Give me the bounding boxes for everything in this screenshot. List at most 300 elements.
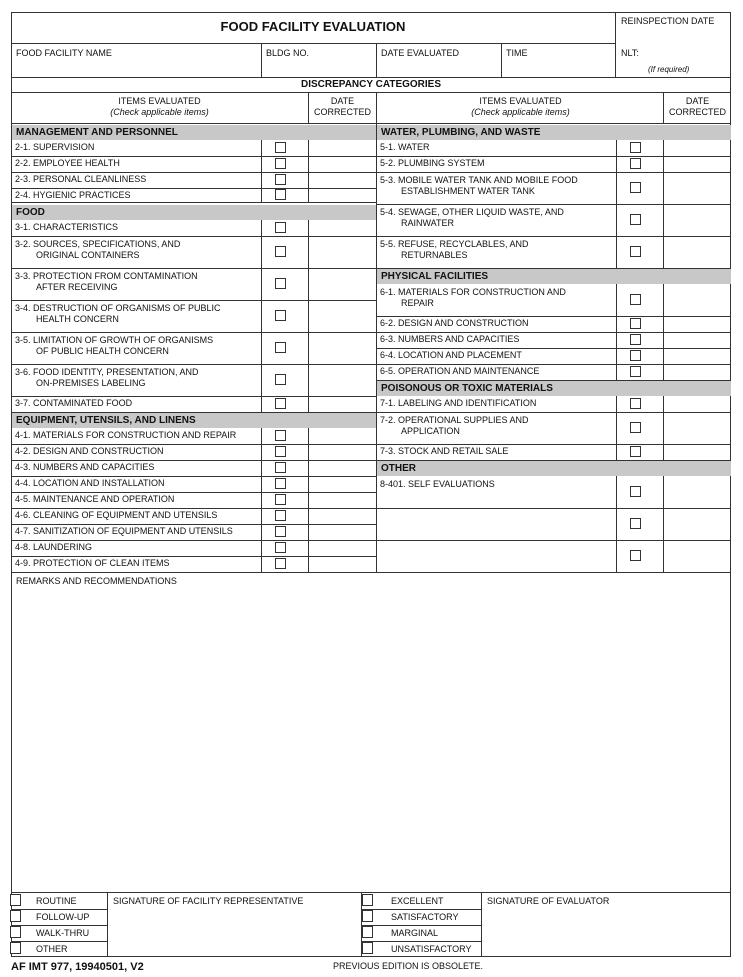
- divider: [261, 268, 262, 300]
- rating-checkbox[interactable]: [362, 942, 373, 954]
- divider: [308, 364, 309, 396]
- item-label-cont: ESTABLISHMENT WATER TANK: [401, 186, 535, 196]
- checklist-item: [11, 271, 261, 293]
- item-checkbox[interactable]: [630, 334, 641, 345]
- bldg-no-label: BLDG NO.: [266, 48, 310, 58]
- item-checkbox[interactable]: [275, 510, 286, 521]
- item-checkbox[interactable]: [275, 462, 286, 473]
- item-label: 6-3. NUMBERS AND CAPACITIES: [380, 334, 520, 344]
- item-label: 7-2. OPERATIONAL SUPPLIES AND: [380, 415, 529, 425]
- rating-label: EXCELLENT: [391, 896, 444, 906]
- divider: [261, 556, 262, 572]
- item-label: 4-8. LAUNDERING: [15, 542, 93, 552]
- divider: [308, 172, 309, 188]
- item-checkbox[interactable]: [275, 174, 286, 185]
- divider: [308, 476, 309, 492]
- divider: [308, 508, 309, 524]
- item-checkbox[interactable]: [630, 246, 641, 257]
- checklist-item: [11, 446, 261, 457]
- divider: [261, 156, 262, 172]
- divider: [616, 476, 617, 508]
- category-other: OTHER: [377, 461, 731, 476]
- right-items-header: [377, 96, 664, 118]
- item-checkbox[interactable]: [630, 158, 641, 169]
- checklist-item: [376, 287, 616, 309]
- divider: [361, 892, 362, 957]
- discrepancy-categories-title: DISCREPANCY CATEGORIES: [300, 79, 442, 90]
- checklist-item: [376, 142, 616, 153]
- date-corrected-field[interactable]: [665, 205, 729, 235]
- divider: [308, 444, 309, 460]
- item-label: 8-401. SELF EVALUATIONS: [380, 479, 495, 489]
- divider: [261, 444, 262, 460]
- date-corrected-field[interactable]: [665, 541, 729, 571]
- item-checkbox[interactable]: [275, 342, 286, 353]
- date-corrected-field[interactable]: [665, 141, 729, 155]
- item-checkbox[interactable]: [630, 214, 641, 225]
- item-label-cont: HEALTH CONCERN: [36, 314, 119, 324]
- divider: [616, 444, 617, 460]
- divider: [616, 348, 617, 364]
- date-corrected-field[interactable]: [665, 317, 729, 331]
- divider: [308, 140, 309, 156]
- item-checkbox[interactable]: [275, 222, 286, 233]
- divider: [663, 156, 664, 172]
- divider: [663, 412, 664, 444]
- item-checkbox[interactable]: [630, 182, 641, 193]
- item-label-cont: ORIGINAL CONTAINERS: [36, 250, 140, 260]
- item-checkbox[interactable]: [630, 550, 641, 561]
- divider: [261, 43, 262, 77]
- item-label: 2-3. PERSONAL CLEANLINESS: [15, 174, 147, 184]
- item-label: 3-7. CONTAMINATED FOOD: [15, 398, 133, 408]
- category-physical: PHYSICAL FACILITIES: [377, 269, 731, 284]
- date-corrected-field[interactable]: [310, 557, 374, 571]
- item-checkbox[interactable]: [630, 294, 641, 305]
- item-checkbox[interactable]: [275, 558, 286, 569]
- checklist-item: [376, 334, 616, 345]
- checklist-item: [376, 446, 616, 457]
- item-label-cont: ON-PREMISES LABELING: [36, 378, 146, 388]
- divider: [376, 43, 377, 77]
- divider: [261, 476, 262, 492]
- visit-type-checkbox[interactable]: [10, 926, 21, 938]
- divider: [261, 220, 262, 236]
- item-checkbox[interactable]: [275, 478, 286, 489]
- item-checkbox[interactable]: [275, 158, 286, 169]
- date-corrected-field[interactable]: [665, 445, 729, 459]
- date-corrected-field[interactable]: [310, 237, 374, 267]
- date-evaluated-field[interactable]: [381, 58, 496, 74]
- date-corrected-field[interactable]: [665, 173, 729, 203]
- item-checkbox[interactable]: [275, 278, 286, 289]
- left-items-header: [11, 96, 308, 118]
- divider: [361, 909, 481, 910]
- divider: [308, 396, 309, 412]
- divider: [616, 156, 617, 172]
- divider: [261, 428, 262, 444]
- checklist-item: [11, 158, 261, 169]
- divider: [308, 188, 309, 202]
- category-food: FOOD: [12, 205, 376, 220]
- visit-type-checkbox[interactable]: [10, 942, 21, 954]
- divider: [308, 332, 309, 364]
- divider: [11, 77, 731, 78]
- item-label: 3-2. SOURCES, SPECIFICATIONS, AND: [15, 239, 181, 249]
- divider: [308, 540, 309, 556]
- rating-label: UNSATISFACTORY: [391, 944, 472, 954]
- obsolete-note: PREVIOUS EDITION IS OBSOLETE.: [333, 961, 484, 971]
- item-label: 3-5. LIMITATION OF GROWTH OF ORGANISMS: [15, 335, 214, 345]
- date-corrected-field[interactable]: [665, 333, 729, 347]
- item-checkbox[interactable]: [275, 246, 286, 257]
- divider: [261, 508, 262, 524]
- divider: [663, 348, 664, 364]
- divider: [663, 236, 664, 268]
- checklist-item: [376, 398, 616, 409]
- divider: [308, 460, 309, 476]
- divider: [616, 396, 617, 412]
- item-checkbox[interactable]: [630, 398, 641, 409]
- item-checkbox[interactable]: [275, 430, 286, 441]
- checklist-item: [11, 174, 261, 185]
- divider: [663, 364, 664, 380]
- reinspection-date-label: REINSPECTION DATE: [621, 16, 715, 26]
- checklist-item: [376, 350, 616, 361]
- divider: [361, 941, 481, 942]
- checklist-item: [11, 398, 261, 409]
- divider: [11, 925, 107, 926]
- rating-checkbox[interactable]: [362, 910, 373, 922]
- date-header-line2: CORRECTED: [313, 107, 371, 117]
- divider: [11, 92, 731, 93]
- rating-checkbox[interactable]: [362, 926, 373, 938]
- divider: [616, 204, 617, 236]
- divider: [308, 300, 309, 332]
- item-label: 4-4. LOCATION AND INSTALLATION: [15, 478, 165, 488]
- item-label: 2-2. EMPLOYEE HEALTH: [15, 158, 120, 168]
- date-corrected-field[interactable]: [310, 445, 374, 459]
- divider: [481, 892, 482, 957]
- date-evaluated-label: DATE EVALUATED: [381, 48, 460, 58]
- date-corrected-field[interactable]: [665, 349, 729, 363]
- item-label: 6-2. DESIGN AND CONSTRUCTION: [380, 318, 529, 328]
- date-corrected-field[interactable]: [310, 509, 374, 523]
- checklist-item: [11, 239, 261, 261]
- divider: [663, 444, 664, 460]
- facility-name-field[interactable]: [16, 58, 256, 74]
- item-label: 5-3. MOBILE WATER TANK AND MOBILE FOOD: [380, 175, 578, 185]
- item-checkbox[interactable]: [275, 526, 286, 537]
- item-checkbox[interactable]: [275, 398, 286, 409]
- category-equipment: EQUIPMENT, UTENSILS, AND LINENS: [12, 413, 376, 428]
- other-item-field[interactable]: [381, 510, 611, 538]
- item-checkbox[interactable]: [275, 142, 286, 153]
- date-corrected-field[interactable]: [310, 333, 374, 363]
- divider: [261, 332, 262, 364]
- date-corrected-field[interactable]: [665, 237, 729, 267]
- divider: [261, 300, 262, 332]
- rating-label: MARGINAL: [391, 928, 439, 938]
- item-label: 7-3. STOCK AND RETAIL SALE: [380, 446, 509, 456]
- item-label: 2-4. HYGIENIC PRACTICES: [15, 190, 131, 200]
- item-checkbox[interactable]: [275, 494, 286, 505]
- item-label: 6-1. MATERIALS FOR CONSTRUCTION AND: [380, 287, 566, 297]
- date-corrected-field[interactable]: [665, 157, 729, 171]
- divider: [616, 172, 617, 204]
- item-label: 5-5. REFUSE, RECYCLABLES, AND: [380, 239, 529, 249]
- visit-type-label: WALK-THRU: [36, 928, 90, 938]
- divider: [261, 172, 262, 188]
- nlt-note: (If required): [648, 65, 690, 74]
- divider: [663, 172, 664, 204]
- date-corrected-field[interactable]: [310, 221, 374, 235]
- date-corrected-field[interactable]: [665, 285, 729, 315]
- divider: [261, 540, 262, 556]
- divider: [11, 892, 731, 893]
- date-corrected-field[interactable]: [310, 493, 374, 507]
- divider: [308, 220, 309, 236]
- date-header-line2: CORRECTED: [668, 107, 726, 117]
- divider: [616, 284, 617, 316]
- item-label: 3-3. PROTECTION FROM CONTAMINATION: [15, 271, 198, 281]
- time-field[interactable]: [506, 58, 610, 74]
- checklist-item: [11, 190, 261, 201]
- checklist-item: [376, 239, 616, 261]
- item-checkbox[interactable]: [630, 350, 641, 361]
- item-checkbox[interactable]: [275, 446, 286, 457]
- item-checkbox[interactable]: [275, 542, 286, 553]
- nlt-field[interactable]: [642, 46, 727, 60]
- checklist-item: [11, 335, 261, 357]
- divider: [11, 123, 731, 124]
- other-item-field[interactable]: [381, 542, 611, 570]
- divider: [261, 140, 262, 156]
- divider: [308, 156, 309, 172]
- divider: [261, 460, 262, 476]
- reinspection-date-field[interactable]: [621, 28, 727, 42]
- checklist-item: [376, 479, 616, 490]
- item-checkbox[interactable]: [630, 142, 641, 153]
- item-checkbox[interactable]: [275, 189, 286, 200]
- divider: [663, 316, 664, 332]
- date-corrected-field[interactable]: [310, 429, 374, 443]
- checklist-item: [11, 478, 261, 489]
- divider: [663, 476, 664, 508]
- left-date-header: [309, 96, 376, 118]
- category-water: WATER, PLUMBING, AND WASTE: [377, 125, 731, 140]
- divider: [11, 43, 615, 44]
- date-corrected-field[interactable]: [665, 365, 729, 379]
- item-checkbox[interactable]: [630, 422, 641, 433]
- divider: [11, 909, 107, 910]
- divider: [663, 508, 664, 540]
- checklist-item: [11, 462, 261, 473]
- checklist-item: [11, 222, 261, 233]
- time-label: TIME: [506, 48, 528, 58]
- divider: [616, 508, 617, 540]
- checklist-item: [11, 367, 261, 389]
- divider: [308, 524, 309, 540]
- checklist-item: [376, 366, 616, 377]
- checklist-item: [376, 318, 616, 329]
- checklist-item: [11, 558, 261, 569]
- visit-type-label: FOLLOW-UP: [36, 912, 90, 922]
- item-checkbox[interactable]: [275, 374, 286, 385]
- item-checkbox[interactable]: [630, 446, 641, 457]
- item-label: 5-2. PLUMBING SYSTEM: [380, 158, 485, 168]
- date-corrected-field[interactable]: [665, 477, 729, 507]
- item-label: 4-3. NUMBERS AND CAPACITIES: [15, 462, 155, 472]
- visit-type-checkbox[interactable]: [10, 894, 21, 906]
- facility-signature-field[interactable]: [113, 910, 355, 954]
- checklist-item: [11, 510, 261, 521]
- date-corrected-field[interactable]: [310, 525, 374, 539]
- date-header-line1: DATE: [330, 96, 355, 106]
- date-corrected-field[interactable]: [310, 141, 374, 155]
- divider: [616, 540, 617, 572]
- date-corrected-field[interactable]: [310, 365, 374, 395]
- remarks-field[interactable]: [16, 590, 726, 886]
- item-label: 4-7. SANITIZATION OF EQUIPMENT AND UTENSILS: [15, 526, 233, 536]
- form-title: FOOD FACILITY EVALUATION: [220, 19, 406, 34]
- check-note: (Check applicable items): [110, 107, 209, 117]
- divider: [376, 380, 731, 381]
- item-label: 3-4. DESTRUCTION OF ORGANISMS OF PUBLIC: [15, 303, 221, 313]
- date-corrected-field[interactable]: [310, 173, 374, 187]
- items-evaluated-header: ITEMS EVALUATED: [118, 96, 201, 106]
- item-checkbox[interactable]: [275, 310, 286, 321]
- divider: [616, 236, 617, 268]
- category-poisonous: POISONOUS OR TOXIC MATERIALS: [377, 381, 731, 396]
- divider: [11, 572, 731, 573]
- divider: [261, 364, 262, 396]
- checklist-item: [11, 142, 261, 153]
- item-label: 7-1. LABELING AND IDENTIFICATION: [380, 398, 537, 408]
- item-label: 4-1. MATERIALS FOR CONSTRUCTION AND REPAIR: [15, 430, 237, 440]
- divider: [11, 202, 376, 203]
- date-corrected-field[interactable]: [665, 413, 729, 443]
- date-corrected-field[interactable]: [310, 157, 374, 171]
- checklist-item: [376, 175, 616, 197]
- divider: [663, 92, 664, 124]
- checklist-item: [11, 494, 261, 505]
- divider: [308, 556, 309, 572]
- divider: [261, 396, 262, 412]
- check-note: (Check applicable items): [471, 107, 570, 117]
- facility-signature-label: SIGNATURE OF FACILITY REPRESENTATIVE: [113, 896, 304, 906]
- divider: [663, 540, 664, 572]
- item-label-cont: APPLICATION: [401, 426, 460, 436]
- divider: [107, 892, 108, 957]
- date-corrected-field[interactable]: [310, 269, 374, 299]
- facility-name-label: FOOD FACILITY NAME: [16, 48, 112, 58]
- items-evaluated-header: ITEMS EVALUATED: [479, 96, 562, 106]
- date-corrected-field[interactable]: [665, 397, 729, 411]
- date-corrected-field[interactable]: [310, 461, 374, 475]
- divider: [261, 188, 262, 202]
- checklist-item: [11, 542, 261, 553]
- item-label-cont: RETURNABLES: [401, 250, 468, 260]
- divider: [308, 92, 309, 124]
- item-label: 6-4. LOCATION AND PLACEMENT: [380, 350, 522, 360]
- item-label: 2-1. SUPERVISION: [15, 142, 95, 152]
- evaluator-signature-label: SIGNATURE OF EVALUATOR: [487, 896, 610, 906]
- item-label: 3-1. CHARACTERISTICS: [15, 222, 119, 232]
- divider: [616, 332, 617, 348]
- divider: [616, 364, 617, 380]
- item-label: 6-5. OPERATION AND MAINTENANCE: [380, 366, 540, 376]
- divider: [11, 941, 107, 942]
- checklist-item: [11, 303, 261, 325]
- item-label-cont: REPAIR: [401, 298, 434, 308]
- rating-checkbox[interactable]: [362, 894, 373, 906]
- divider: [663, 204, 664, 236]
- divider: [261, 492, 262, 508]
- remarks-label: REMARKS AND RECOMMENDATIONS: [16, 576, 177, 586]
- date-corrected-field[interactable]: [310, 541, 374, 555]
- checklist-item: [11, 526, 261, 537]
- right-date-header: [664, 96, 731, 118]
- visit-type-checkbox[interactable]: [10, 910, 21, 922]
- item-label-cont: AFTER RECEIVING: [36, 282, 118, 292]
- divider: [376, 460, 731, 461]
- divider: [308, 428, 309, 444]
- item-checkbox[interactable]: [630, 486, 641, 497]
- checklist-item: [11, 430, 261, 441]
- divider: [308, 492, 309, 508]
- item-label: 4-2. DESIGN AND CONSTRUCTION: [15, 446, 164, 456]
- checklist-item: [376, 415, 616, 437]
- category-management: MANAGEMENT AND PERSONNEL: [12, 125, 376, 140]
- visit-type-label: OTHER: [36, 944, 68, 954]
- item-label: 4-9. PROTECTION OF CLEAN ITEMS: [15, 558, 170, 568]
- divider: [663, 332, 664, 348]
- divider: [615, 12, 616, 77]
- item-checkbox[interactable]: [630, 318, 641, 329]
- date-corrected-field[interactable]: [310, 397, 374, 411]
- visit-type-label: ROUTINE: [36, 896, 77, 906]
- divider: [501, 43, 502, 77]
- divider: [261, 236, 262, 268]
- item-checkbox[interactable]: [630, 518, 641, 529]
- checklist-item: [376, 207, 616, 229]
- date-header-line1: DATE: [685, 96, 710, 106]
- item-label-cont: OF PUBLIC HEALTH CONCERN: [36, 346, 169, 356]
- date-corrected-field[interactable]: [310, 301, 374, 331]
- date-corrected-field[interactable]: [665, 509, 729, 539]
- evaluator-signature-field[interactable]: [487, 910, 727, 954]
- divider: [261, 524, 262, 540]
- item-label: 5-4. SEWAGE, OTHER LIQUID WASTE, AND: [380, 207, 564, 217]
- form-id: AF IMT 977, 19940501, V2: [11, 961, 144, 973]
- rating-label: SATISFACTORY: [391, 912, 459, 922]
- date-corrected-field[interactable]: [310, 477, 374, 491]
- divider: [308, 236, 309, 268]
- item-label-cont: RAINWATER: [401, 218, 454, 228]
- item-label: 5-1. WATER: [380, 142, 430, 152]
- divider: [663, 140, 664, 156]
- divider: [376, 268, 731, 269]
- checklist-item: [376, 158, 616, 169]
- date-corrected-field[interactable]: [310, 189, 374, 201]
- divider: [616, 140, 617, 156]
- bldg-no-field[interactable]: [266, 58, 371, 74]
- nlt-label: NLT:: [621, 48, 639, 58]
- item-label: 4-6. CLEANING OF EQUIPMENT AND UTENSILS: [15, 510, 218, 520]
- divider: [616, 412, 617, 444]
- item-checkbox[interactable]: [630, 366, 641, 377]
